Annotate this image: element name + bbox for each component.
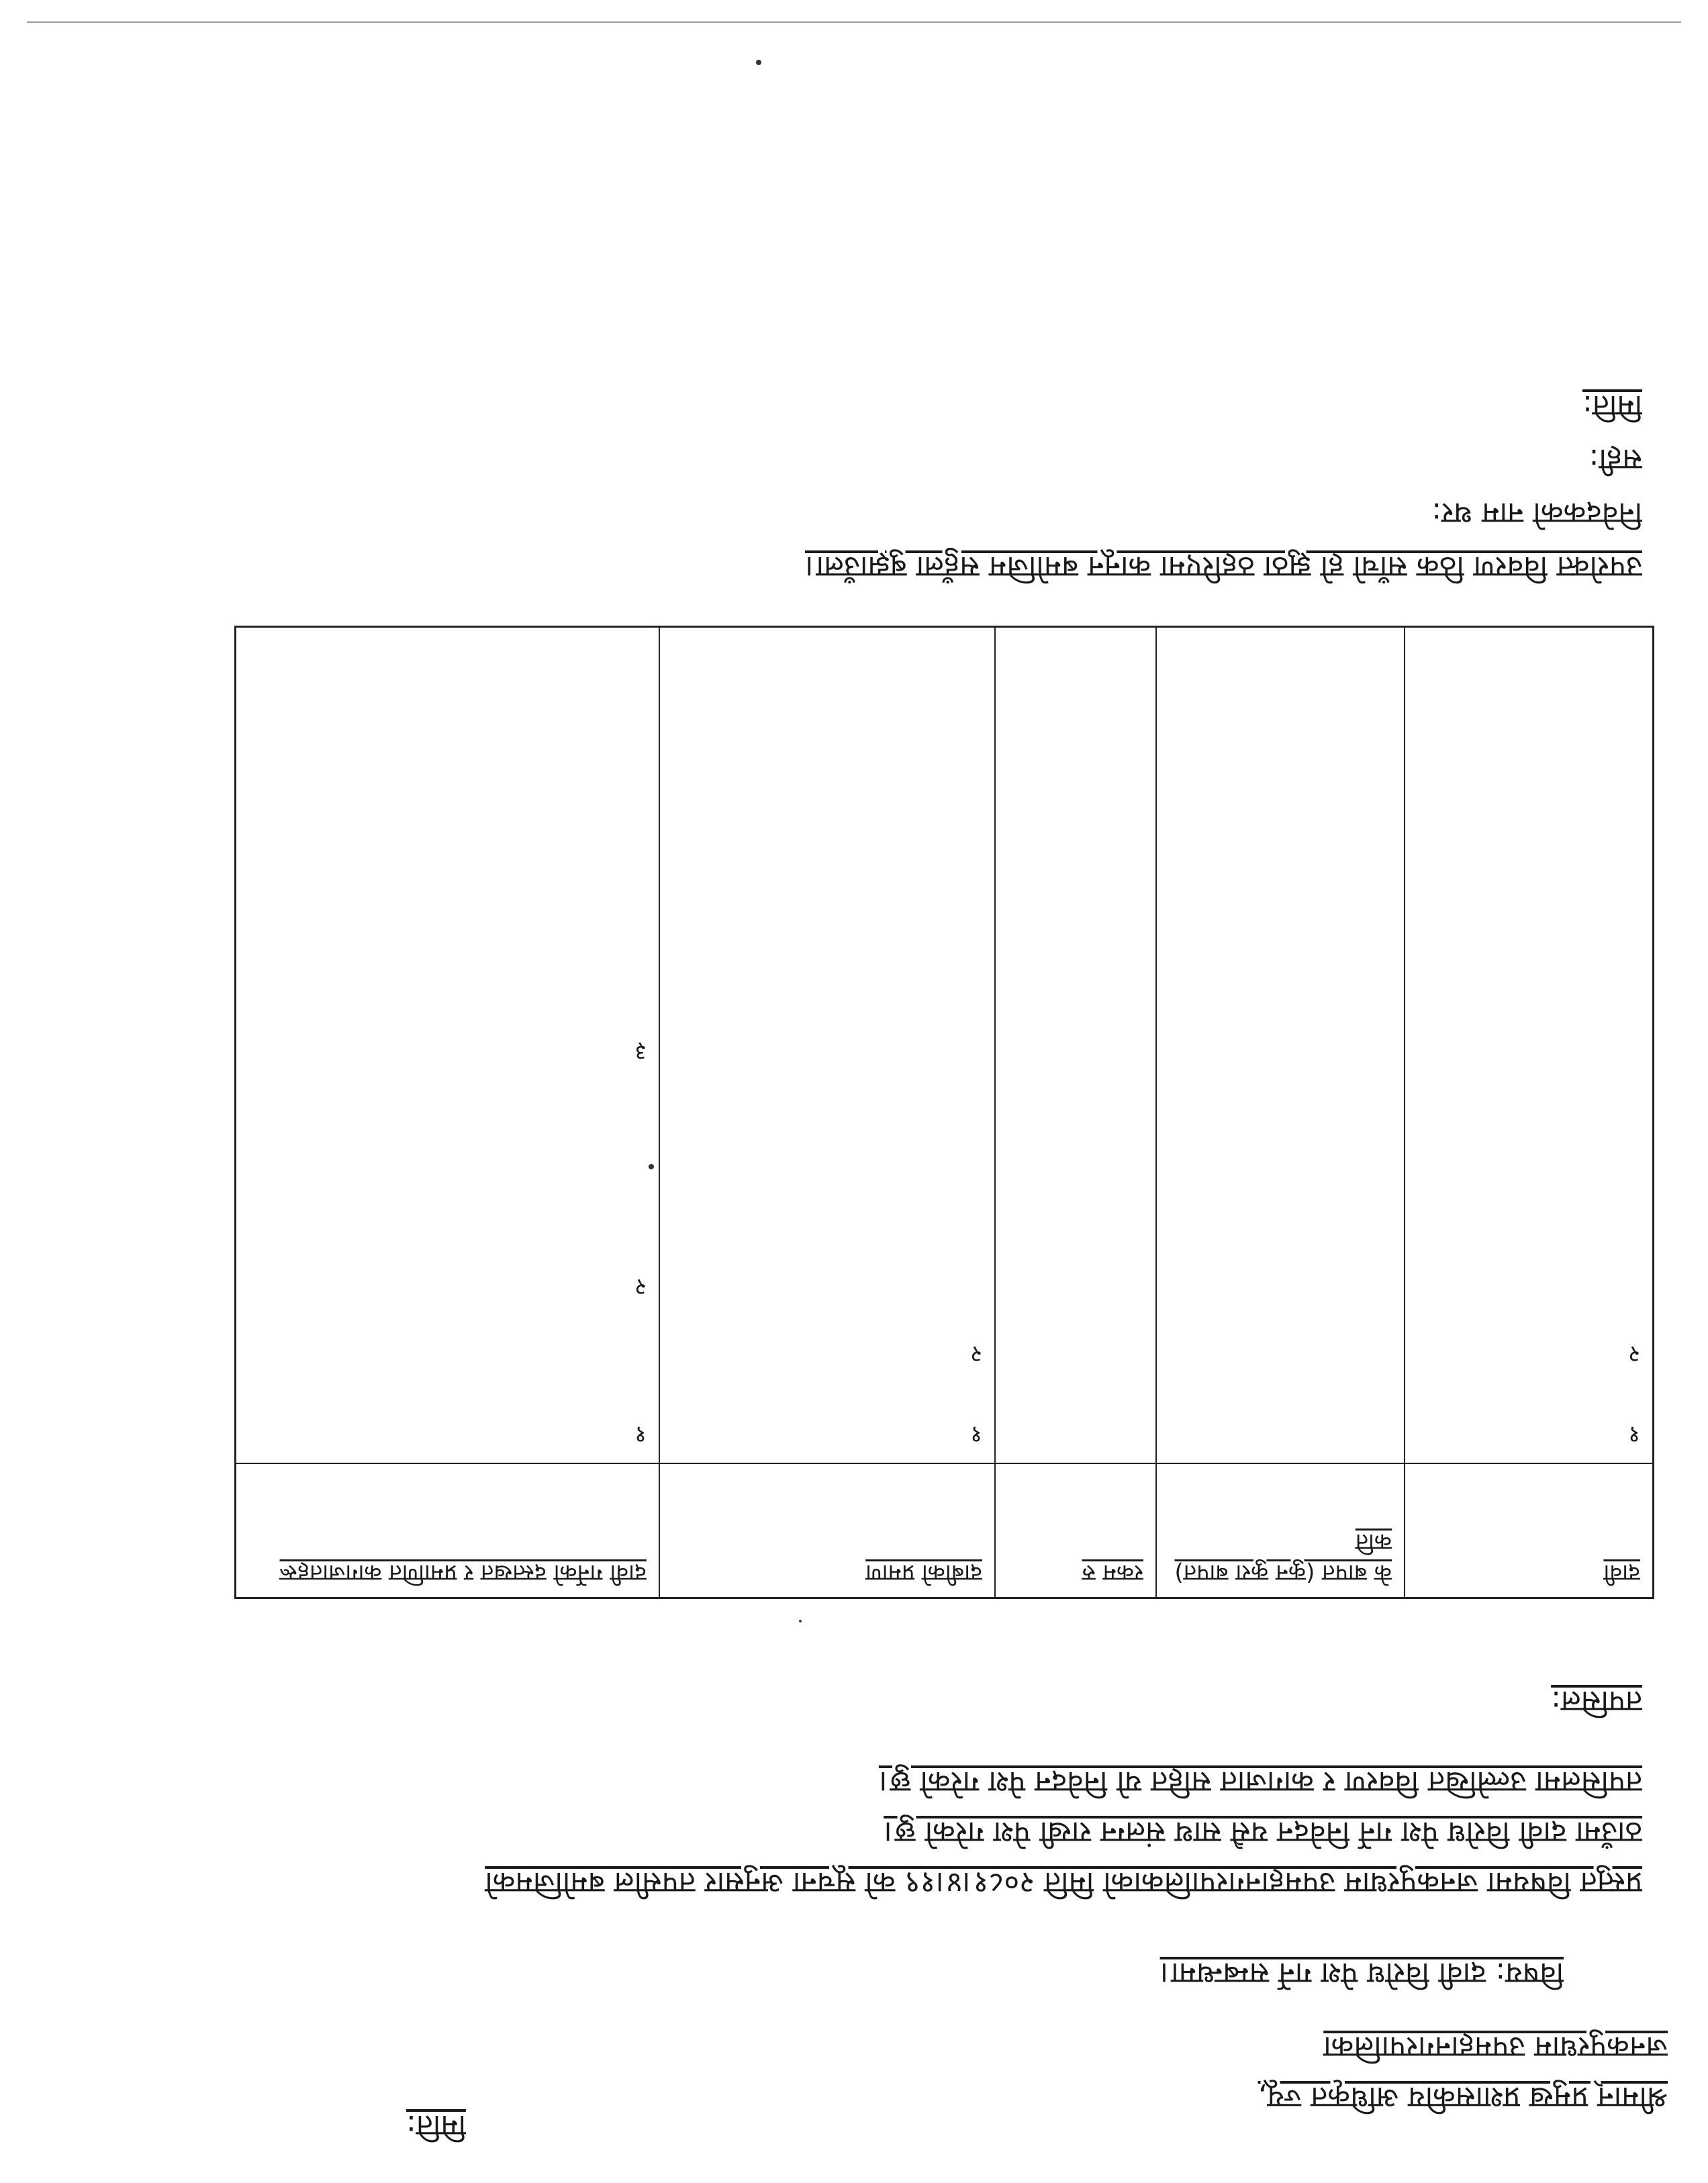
table-header-signature: दावी गर्नेको दस्तखत र प्रमाणित कागजातहरू (236, 1463, 659, 1597)
table-cell-signature (236, 628, 659, 1463)
evidence-item-2: २ (970, 1341, 982, 1367)
table-cell-amount (994, 628, 1155, 1463)
date-label: मिति: (406, 2108, 466, 2143)
signature-label: सही: (1588, 442, 1642, 477)
table-header-claim: दावी (1404, 1463, 1652, 1597)
table-cell-claim (1404, 628, 1652, 1463)
closing-date-label: मिति: (1582, 389, 1642, 423)
table-header-reason: के बापत (कुन कुरा बापत) कति (1155, 1463, 1404, 1597)
scan-speck (756, 60, 761, 65)
recipient-line-2: जनकपुरधाम उपमहानगरपालिका (1323, 2030, 1668, 2064)
recipient-line-1: श्रीमान् प्रमुख प्रशासकीय अधिकृत ज्यू, (1258, 2080, 1668, 2115)
table-cell-evidence (659, 628, 994, 1463)
evidence-item-1: १ (970, 1421, 982, 1448)
claims-table (234, 626, 1654, 1599)
table-header-evidence: दाबीको प्रमाण (659, 1463, 994, 1597)
tapsil-label: तपसिल: (1551, 1684, 1642, 1718)
claim-item-2: २ (1628, 1341, 1640, 1367)
body-line-3: तपसिलमा उल्लेखित विवरण र कागजात सहित यो निवेदन पेश गरेको छु। (878, 1765, 1642, 1799)
scan-speck (649, 1164, 654, 1169)
signature-item-1: १ (634, 1421, 647, 1448)
subject-line: विषय: दावी विरोध पेश गर्ने सम्बन्धमा। (1159, 1956, 1564, 1990)
table-cell-reason (1155, 628, 1404, 1463)
body-line-1: प्रस्तुत विषयमा जनकपुरधाम उपमहानगरपालिकाको मिति २०८१।४।१९ को सूचना अनुसार तपसील बमोजिमको (485, 1865, 1642, 1900)
applicant-name-label: निवेदकको नाम थर: (1431, 496, 1642, 530)
page-edge-rule (27, 21, 1681, 23)
closing-statement: उपरोक्त विवरण ठिक साँचो हो झुठा ठहरिएमा कानून बमोजिम सहुँला बुझाउँला। (804, 550, 1642, 584)
signature-item-3: ३ (634, 1038, 647, 1065)
claim-item-1: १ (1628, 1421, 1640, 1448)
body-line-2: ठाउँमा दावी विरोध पेश गर्ने निवेदन यसै साथ संलग्न राखी पेश गरेको छु। (884, 1815, 1642, 1849)
table-header-amount: रकम रु (994, 1463, 1155, 1597)
signature-item-2: २ (634, 1273, 647, 1300)
scan-speck (799, 1620, 802, 1622)
